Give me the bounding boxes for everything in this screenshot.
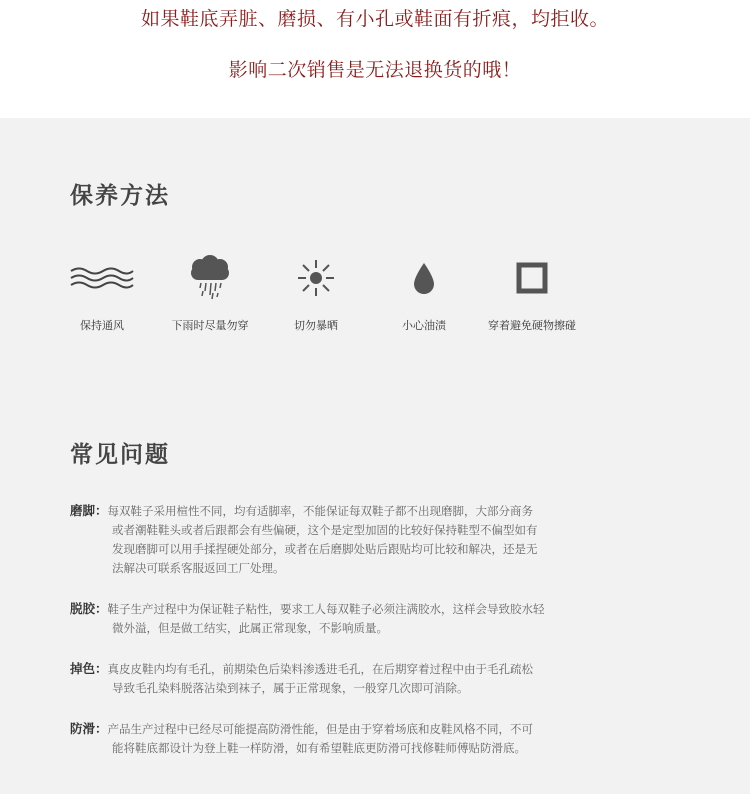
care-label-sun: 切勿暴晒 (294, 319, 338, 332)
faq-text: 鞋子生产过程中为保证鞋子粘性，要求工人每双鞋子必须注满胶水，这样会导致胶水轻 (107, 602, 545, 616)
square-icon (467, 255, 597, 301)
care-section-title: 保养方法 (70, 183, 170, 209)
care-label-scratch: 穿着避免硬物擦碰 (488, 319, 576, 332)
faq-text: 能将鞋底都设计为登上鞋一样防滑，如有希望鞋底更防滑可找修鞋师傅贴防滑底。 (112, 741, 526, 755)
faq-term: 磨脚： (70, 503, 108, 518)
faq-text: 发现磨脚可以用手揉捏硬处部分，或者在后磨脚处贴后跟贴均可比较和解决，还是无 (112, 542, 538, 556)
faq-term: 掉色： (70, 661, 108, 676)
faq-text: 微外溢，但是做工结实，此属正常现象，不影响质量。 (112, 621, 388, 635)
care-label-oil: 小心油渍 (402, 319, 446, 332)
faq-text: 真皮皮鞋内均有毛孔，前期染色后染料渗透进毛孔，在后期穿着过程中由于毛孔疏松 (107, 662, 534, 676)
faq-item-glue (70, 599, 590, 638)
faq-text: 导致毛孔染料脱落沾染到袜子，属于正常现象，一般穿几次即可消除。 (112, 681, 469, 695)
faq-term: 防滑： (70, 721, 108, 736)
faq-item-color (70, 659, 590, 698)
notice-banner (0, 0, 750, 118)
faq-term: 脱胶： (70, 601, 108, 616)
faq-section-title: 常见问题 (70, 442, 170, 468)
faq-item-slip (70, 719, 590, 758)
faq-text: 产品生产过程中已经尽可能提高防滑性能，但是由于穿着场底和皮鞋风格不同，不可 (107, 722, 534, 736)
notice-line-1: 如果鞋底弄脏、磨损、有小孔或鞋面有折痕，均拒收。 (140, 8, 609, 30)
care-item-scratch (467, 255, 597, 335)
notice-line-2: 影响二次销售是无法退换货的哦！ (228, 59, 522, 81)
faq-item-chafing (70, 501, 590, 578)
faq-text: 法解决可联系客服返回工厂处理。 (112, 561, 285, 575)
care-label-rain: 下雨时尽量勿穿 (171, 319, 249, 332)
faq-text: 或者潮鞋鞋头或者后跟都会有些偏硬，这个是定型加固的比较好保持鞋型不偏型如有 (112, 523, 538, 537)
faq-text: 每双鞋子采用楦性不同，均有适脚率，不能保证每双鞋子都不出现磨脚，大部分商务 (107, 504, 534, 518)
care-label-ventilate: 保持通风 (80, 319, 124, 332)
